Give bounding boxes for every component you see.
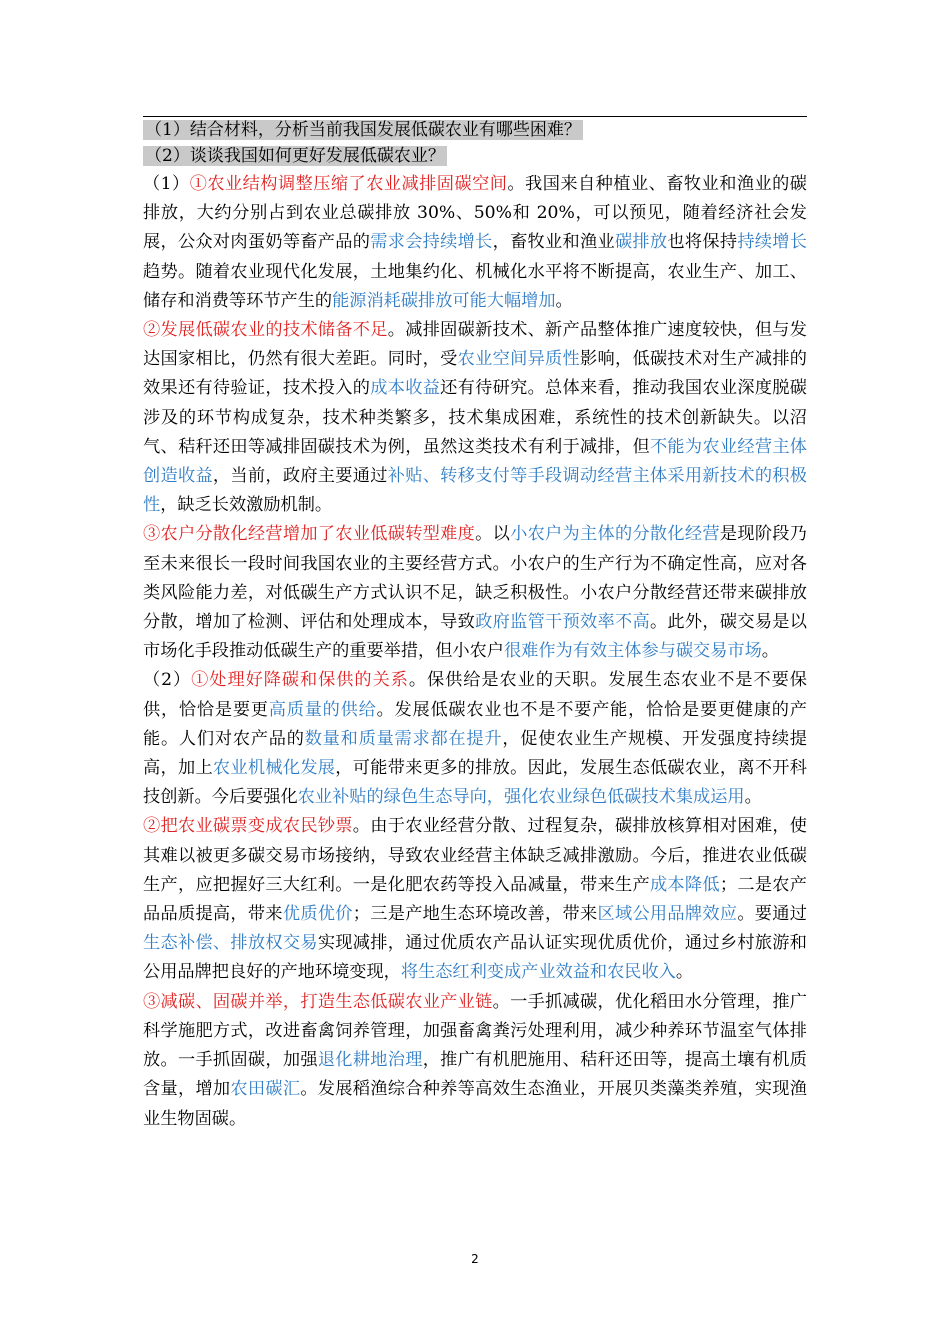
keyword: 农业补贴的绿色生态导向，强化农业绿色低碳技术集成运用 [297,787,745,808]
keyword: 生态补偿、排放权交易 [143,933,318,954]
keyword: 补贴、转移支付等手段调动经营主体采用新技术的积极性 [143,466,807,516]
answer1-paragraph-2 [143,316,807,520]
answer2-prefix: （2） [143,670,192,691]
keyword: 农业机械化发展 [212,758,336,779]
text-run: 。减排固碳新技术、新产品整体推广速度较快，但与发达国家相比，仍然有很大差距。同时，受 [143,320,807,370]
keyword: 将生态红利变成产业效益和农民收入 [400,962,676,983]
text-run: ，可能带来更多的排放。因此，发展生态低碳农业，离不开科技创新。今后要强化 [143,758,807,808]
text-run: ；二是农产品品质提高，带来 [143,874,807,925]
text-run: ，推广有机肥施用、秸秆还田等，提高土壤有机质含量，增加 [143,1050,807,1100]
question-2 [143,144,447,168]
key-point: ①农业结构调整压缩了农业减排固碳空间 [189,174,508,194]
text-run: 。要通过 [737,904,807,925]
text-run: 。 [555,290,573,311]
keyword: 很难作为有效主体参与碳交易市场 [503,641,762,662]
text-run: ，促使农业生产规模、开发强度持续提高，加上 [143,728,807,779]
text-run: 。 [761,641,779,662]
text-run: ，缺乏长效激励机制。 [160,495,333,516]
keyword: 优质优价 [282,904,353,925]
text-run: 。 [675,962,694,983]
text-run: 趋势。随着农业现代化发展，土地集约化、机械化水平将不断提高，农业生产、加工、储存和消费等环节产生的 [143,261,807,311]
text-run: 。此外，碳交易是以市场化手段推动低碳生产的重要举措，但小农户 [143,612,807,662]
keyword: 碳排放 [614,232,668,253]
text-run: ；三是产地生态环境改善，带来 [352,904,598,925]
keyword: 高质量的供给 [268,699,377,720]
keyword: 需求会持续增长 [370,232,493,253]
keyword: 数量和质量需求都在提升 [304,728,503,749]
keyword: 区域公用品牌效应 [597,904,738,925]
keyword: 成本降低 [649,874,720,895]
text-run: 实现减排，通过优质农产品认证实现优质优价，通过乡村旅游和公用品牌把良好的产地环境变现， [143,933,807,983]
keyword: 政府监管干预效率不高 [475,612,650,633]
page-number: 2 [471,1252,479,1266]
question-2-text: （2）谈谈我国如何更好发展低碳农业？ [145,146,445,166]
key-point: ③减碳、固碳并举，打造生态低碳农业产业链 [143,991,493,1012]
question-1-text: （1）结合材料，分析当前我国发展低碳农业有哪些困难？ [145,120,581,140]
keyword: 成本收益 [370,378,441,399]
answer-body [143,170,807,1134]
text-run: 也将保持 [667,232,738,253]
answer1-prefix: （1） [143,174,190,194]
answer2-paragraph-2 [143,812,807,987]
keyword: 退化耕地治理 [317,1050,423,1071]
text-run: 。发展低碳农业也不是不要产能，恰恰是要更健康的产能。人们对农产品的 [143,699,807,749]
top-rule [143,116,807,117]
text-run: 是现阶段乃至未来很长一段时间我国农业的主要经营方式。小农户的生产行为不确定性高，应对各类风险能力差，对低碳生产方式认识不足，缺乏积极性。小农户分散经营还带来碳排放分散，增加了检测、评估和处理成本，导致 [143,524,807,633]
key-point: ②发展低碳农业的技术储备不足 [143,320,388,341]
keyword: 持续增长 [737,232,807,253]
key-point: ②把农业碳票变成农民钞票 [143,816,353,837]
text-run: 。我国来自种植业、畜牧业和渔业的碳排放，大约分别占到农业总碳排放 30%、50%和 20%，可以预见，随着经济社会发展，公众对肉蛋奶等畜产品的 [143,174,807,253]
answer2-paragraph-3 [143,988,807,1134]
text-run: 。发展稻渔综合种养等高效生态渔业，开展贝类藻类养殖，实现渔业生物固碳。 [143,1079,807,1129]
text-run: 。由于农业经营分散、过程复杂，碳排放核算相对困难，使其难以被更多碳交易市场接纳，导致农业经营主体缺乏减排激励。今后，推进农业低碳生产，应把握好三大红利。一是化肥农药等投入品减量，带来生产 [143,816,807,895]
keyword: 农田碳汇 [230,1079,301,1100]
text-run: 。一手抓减碳，优化稻田水分管理，推广科学施肥方式，改进畜禽饲养管理，加强畜禽粪污处理利用，减少种养环节温室气体排放。一手抓固碳，加强 [143,991,807,1071]
text-run: ，畜牧业和渔业 [492,232,615,253]
key-point: ③农户分散化经营增加了农业低碳转型难度 [143,524,476,545]
text-run: 。 [744,787,762,808]
key-point: ①处理好降碳和保供的关系 [191,670,409,691]
answer1-paragraph-3 [143,520,807,666]
keyword: 小农户为主体的分散化经营 [510,524,720,545]
text-run: 。以 [475,524,511,545]
answer1-paragraph-1 [143,170,807,316]
text-run: 影响，低碳技术对生产减排的效果还有待验证，技术投入的 [143,349,807,399]
text-run: ，当前，政府主要通过 [212,466,388,487]
keyword: 能源消耗碳排放可能大幅增加 [332,290,556,311]
keyword: 农业空间异质性 [457,349,581,370]
keyword: 不能为农业经营主体创造收益 [143,436,807,487]
text-run: 。保供给是农业的天职。发展生态农业不是不要保供，恰恰是要更 [143,670,807,720]
text-run: 还有待研究。总体来看，推动我国农业深度脱碳涉及的环节构成复杂，技术种类繁多，技术集成困难，系统性的技术创新缺失。以沼气、秸秆还田等减排固碳技术为例，虽然这类技术有利于减排，但 [143,378,807,457]
question-1 [143,118,583,142]
answer2-paragraph-1 [143,666,807,812]
